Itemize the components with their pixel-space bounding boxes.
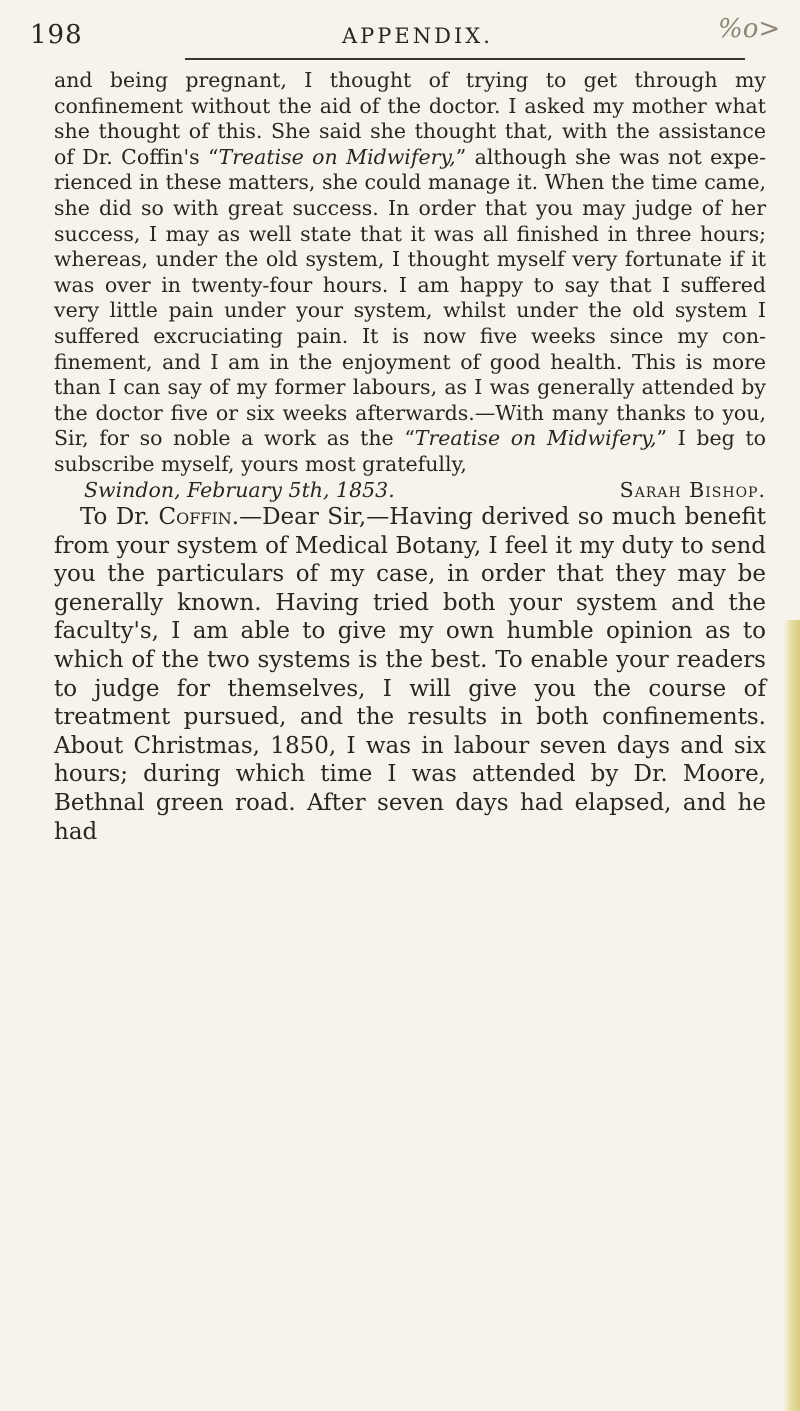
letter-1-body	[54, 68, 766, 478]
letter-1-signature: Sarah Bishop.	[619, 477, 766, 502]
corner-mark: %o>	[718, 14, 781, 44]
running-head: APPENDIX.	[342, 24, 493, 48]
letter-1-signature-line	[54, 478, 766, 504]
header-rule	[185, 58, 745, 60]
book-title-ref-2: Treatise on Midwifery,	[414, 426, 657, 451]
page-number: 198	[30, 20, 83, 50]
letter-1-text-part-3: ” I beg to subscribe myself, yours most gratefully,	[54, 426, 766, 476]
letter-2-addressee: Coffin.	[158, 504, 240, 531]
page-edge-shadow	[784, 620, 800, 1411]
letter-2-salutation: To Dr.	[80, 504, 159, 531]
letter-1-text-part-2: ” although she was not experienced in these matters, she could manage it. When the time came, she did so with great success. In order that you may judge of her success, I may as well state that it was all finished in three hours; whereas, under the old system, I thought myself very fortunate if it was over in twenty-four hours. I am happy to say that I suffered very little pain under your system, whilst under the old system I suffered excruciating pain. It is now five weeks since my confinement, and I am in the enjoyment of good health. This is more than I can say of my former labours, as I was generally attended by the doctor five or six weeks afterwards.—With many thanks to you, Sir, for so noble a work as the “	[54, 144, 766, 451]
letter-2-body	[54, 503, 766, 846]
letter-1-text-part-1: and being pregnant, I thought of trying to get through my confinement without the aid of the doctor. I asked my mother what she thought of this. She said she thought that, with the assistance of Dr. Coffin's “	[54, 68, 766, 169]
body-text	[54, 68, 766, 846]
book-title-ref-1: Treatise on Midwifery,	[218, 144, 456, 169]
letter-1-place-date: Swindon, February 5th, 1853.	[84, 477, 395, 502]
page-header	[30, 14, 781, 54]
letter-2-text: —Dear Sir,—Having derived so much benefit from your system of Medical Botany, I feel it my duty to send you the particulars of my case, in order that they may be generally known. Having tried both your system and the faculty's, I am able to give my own humble opinion as to which of the two systems is the best. To enable your readers to judge for themselves, I will give you the course of treatment pursued, and the results in both confinements. About Christmas, 1850, I was in labour seven days and six hours; during which time I was attended by Dr. Moore, Bethnal green road. After seven days had elapsed, and he had	[54, 504, 766, 845]
